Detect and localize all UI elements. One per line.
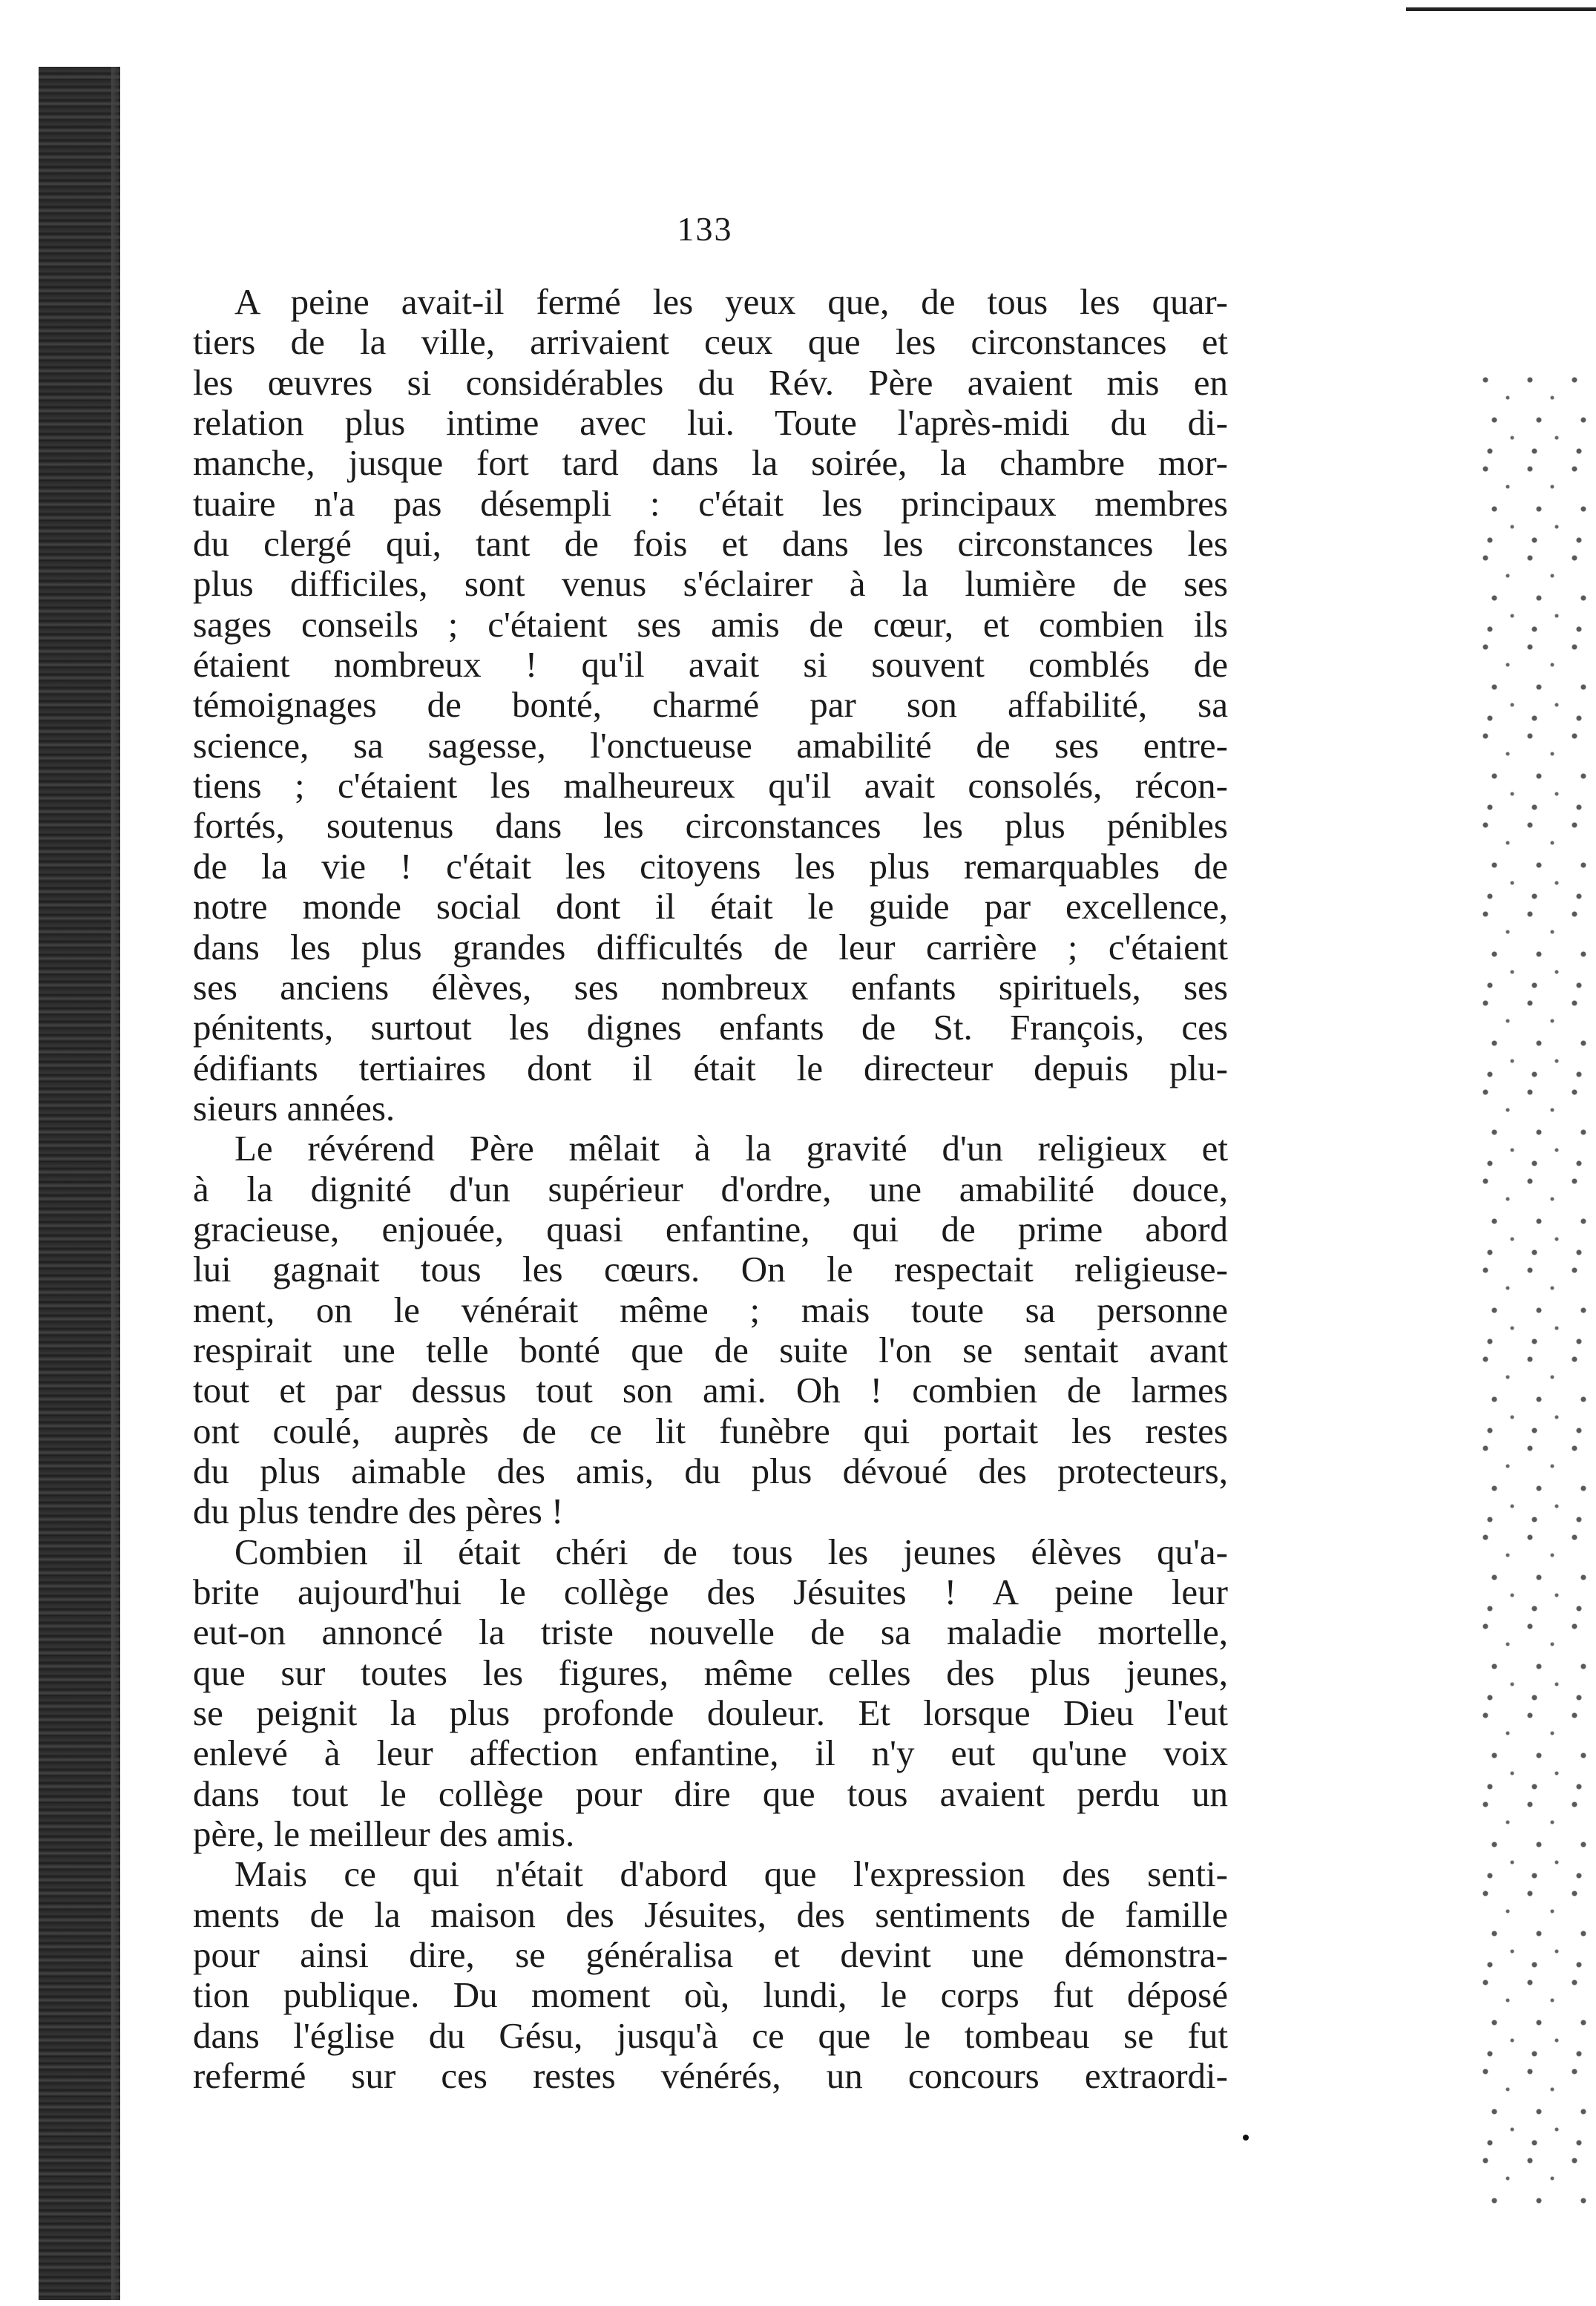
text-line: dans les plus grandes difficultés de leur carrière ; c'étaient [193, 927, 1228, 968]
text-line: dans l'église du Gésu, jusqu'à ce que le tombeau se fut [193, 2015, 1228, 2056]
page-number: 133 [677, 210, 733, 248]
text-line: lui gagnait tous les cœurs. On le respectait religieuse- [193, 1249, 1228, 1290]
text-line: se peignit la plus profonde douleur. Et lorsque Dieu l'eut [193, 1693, 1228, 1734]
text-line: Combien il était chéri de tous les jeunes élèves qu'a- [234, 1531, 1228, 1572]
text-line: eut-on annoncé la triste nouvelle de sa maladie mortelle, [193, 1612, 1228, 1653]
text-line: fortés, soutenus dans les circonstances les plus pénibles [193, 806, 1228, 847]
scan-edge-left-fade [111, 67, 120, 2300]
text-line: tuaire n'a pas désempli : c'était les principaux membres [193, 483, 1228, 524]
text-line: relation plus intime avec lui. Toute l'après-midi du di- [193, 403, 1228, 444]
text-line: enlevé à leur affection enfantine, il n'y eut qu'une voix [193, 1733, 1228, 1774]
text-line: témoignages de bonté, charmé par son affabilité, sa [193, 685, 1228, 726]
text-line: tout et par dessus tout son ami. Oh ! combien de larmes [193, 1370, 1228, 1411]
text-line: du plus aimable des amis, du plus dévoué des protecteurs, [193, 1451, 1228, 1491]
text-line: que sur toutes les figures, même celles des plus jeunes, [193, 1652, 1228, 1693]
text-line: gracieuse, enjouée, quasi enfantine, qui de prime abord [193, 1209, 1228, 1249]
text-line: pénitents, surtout les dignes enfants de St. François, ces [193, 1008, 1228, 1048]
text-line: refermé sur ces restes vénérés, un concours extraordi- [193, 2056, 1228, 2097]
text-line: sieurs années. [193, 1088, 395, 1129]
text-line: dans tout le collège pour dire que tous avaient perdu un [193, 1773, 1228, 1814]
text-line: de la vie ! c'était les citoyens les plus remarquables de [193, 846, 1228, 887]
text-line: A peine avait-il fermé les yeux que, de tous les quar- [234, 282, 1228, 322]
text-line: respirait une telle bonté que de suite l'on se sentait avant [193, 1330, 1228, 1370]
scan-rule-top [1406, 7, 1596, 11]
text-line: plus difficiles, sont venus s'éclairer à la lumière de ses [193, 564, 1228, 605]
text-line: tiers de la ville, arrivaient ceux que les circonstances et [193, 322, 1228, 363]
text-line: tiens ; c'étaient les malheureux qu'il avait consolés, récon- [193, 766, 1228, 807]
text-line: étaient nombreux ! qu'il avait si souvent comblés de [193, 645, 1228, 686]
text-line: manche, jusque fort tard dans la soirée, la chambre mor- [193, 443, 1228, 484]
text-line: édifiants tertiaires dont il était le directeur depuis plu- [193, 1048, 1228, 1088]
scan-edge-left [39, 67, 120, 2300]
text-line: ont coulé, auprès de ce lit funèbre qui portait les restes [193, 1410, 1228, 1451]
text-line: à la dignité d'un supérieur d'ordre, une amabilité douce, [193, 1169, 1228, 1209]
text-line: du clergé qui, tant de fois et dans les circonstances les [193, 524, 1228, 565]
text-line: sages conseils ; c'étaient ses amis de cœur, et combien ils [193, 604, 1228, 645]
text-line: tion publique. Du moment où, lundi, le corps fut déposé [193, 1975, 1228, 2016]
text-line: brite aujourd'hui le collège des Jésuites ! A peine leur [193, 1572, 1228, 1612]
text-line: ments de la maison des Jésuites, des sentiments de famille [193, 1894, 1228, 1935]
text-line: science, sa sagesse, l'onctueuse amabilité de ses entre- [193, 725, 1228, 766]
text-line: notre monde social dont il était le guide par excellence, [193, 887, 1228, 927]
text-line: pour ainsi dire, se généralisa et devint une démonstra- [193, 1935, 1228, 1976]
text-line: Le révérend Père mêlait à la gravité d'un religieux et [234, 1129, 1228, 1169]
body-text [193, 282, 1228, 2096]
stray-mark [1243, 2135, 1249, 2141]
text-line: du plus tendre des pères ! [193, 1491, 564, 1532]
text-line: ment, on le vénérait même ; mais toute sa personne [193, 1290, 1228, 1330]
text-line: Mais ce qui n'était d'abord que l'expression des senti- [234, 1854, 1228, 1895]
text-line: ses anciens élèves, ses nombreux enfants spirituels, ses [193, 967, 1228, 1008]
text-line: les œuvres si considérables du Rév. Père avaient mis en [193, 362, 1228, 403]
text-line: père, le meilleur des amis. [193, 1814, 575, 1855]
scan-edge-right [1477, 371, 1588, 2204]
